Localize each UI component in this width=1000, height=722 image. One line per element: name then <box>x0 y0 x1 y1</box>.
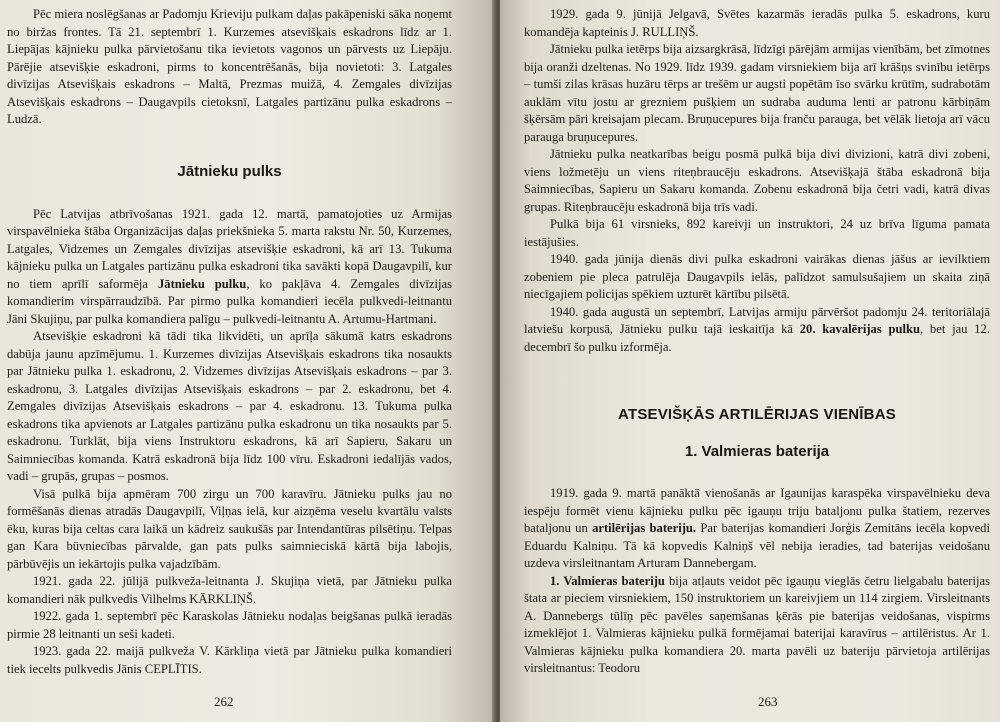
section-heading-valmieras-baterija: 1. Valmieras baterija <box>684 443 830 460</box>
intro-paragraph: Pēc miera noslēgšanas ar Padomju Krieviju pulkam daļas pakāpeniski sāka noņemt no biržas frontes. Tā 21. septembrī 1. Kurzemes atsevišķais eskadrons līdz ar 1. Liepājas kājnieku pulka pārvietošanu tika ievietots vagonos un pārvests uz Liepāju. Pārējie atsevišķie eskadroni, pirms to koncentrēšanās, bija novietoti: 3. Latgales divīzijas Atsevišķais eskadrons – Maltā, Prezmas muižā, 4. Zemgales divīzijas Atsevišķais eskadrons – Daugavpils cietoksnī, Latgales partizānu pulka eskadrons – Ludzā. <box>7 7 452 126</box>
paragraph: 1923. gada 22. maijā pulkveža V. Kārkliņa vietā par Jātnieku pulka komandieri tiek iecelts pulkvedis Jānis CEPLĪTIS. <box>7 644 452 676</box>
paragraph: 1940. gada augustā un septembrī, Latvijas armiju pārvēršot padomju 24. teritoriālajā latviešu korpusā, Jātnieku pulku tajā ieskaitīja kā 20. kavalērijas pulku, bet jau 12. decembrī šo pulku izformēja. <box>524 304 990 354</box>
paragraph: Jātnieku pulka ietērps bija aizsargkrāsā, līdzīgi pārējām armijas vienībām, bet zīmotnes bija oranži dzeltenas. No 1929. līdz 1939. gadam virsniekiem bija arī krāšņs svinību ietērps – tumši zilas krāsas huzāru tērps ar trešēm ur augsti popētām īso svārku krūtīm, sudrabotām auklām vītu jostu ar grezniem pušķiem un sudraba auduma lenti ar patronu kārbiņām šķērsām pāri kreisajam plecam. Bruņucepures bija franču parauga, bet vēlāk lietoja arī vācu parauga bruņucepures. <box>524 42 990 144</box>
paragraph: 1. Valmieras bateriju bija atļauts veidot pēc igauņu vieglās četru lielgabalu baterijas štata ar pieciem virsniekiem, 150 instruktoriem un kareivjiem un 114 zirgiem. Virsleitnants A. Dannebergs tūlīņ pēc pavēles saņemšanas ķērās pie baterijas veidošanas, vispirms izmeklējot 1. Valmieras kājnieku pulkā formējamai baterijai karavīrus – artilēristus. Ar 1. Valmieras kājnieku pulka komandiera 20. marta pavēli uz bateriju pārvietoja artilērijas virsleitnantus: Teodoru <box>524 573 990 675</box>
chapter-heading-artilerija: ATSEVIŠĶĀS ARTILĒRIJAS VIENĪBAS <box>618 406 896 423</box>
paragraph: 1922. gada 1. septembrī pēc Karaskolas Jātnieku nodaļas beigšanas pulkā ieradās pirmie 28 leitnanti un seši kadeti. <box>7 609 452 641</box>
paragraph: Pēc Latvijas atbrīvošanas 1921. gada 12. martā, pamatojoties uz Armijas virspavēlnieka štāba Organizācijas daļas priekšnieka 5. marta rakstu Nr. 50, Kurzemes, Latgales, Vidzemes un Zemgales divīzijas atsevišķie eskadroni, kā arī 13. Tukuma kājnieku pulka un Latgales partizānu pulka eskadroni tika savākti kopā Daugavpilī, kur no tiem aprīlī saformēja Jātnieku pulku, ko pakļāva 4. Zemgales divīzijas komandierim virspārraudzībā. Par pirmo pulka komandieri iecēla pulkvedi-leitnantu Jāni Skujiņu, par pulka komandiera palīgu – pulkvedi-leitnantu A. Artumu-Hartmani. <box>7 206 452 326</box>
section-heading-jatnieku-pulks: Jātnieku pulks <box>177 162 282 180</box>
right-page <box>500 0 1000 722</box>
paragraph: 1921. gada 22. jūlijā pulkveža-leitnanta J. Skujiņa vietā, par Jātnieku pulka komandieri nāk pulkvedis Vilhelms KĀRKLIŅŠ. <box>7 574 452 606</box>
paragraph: 1919. gada 9. martā panāktā vienošanās ar Igaunijas karaspēka virspavēlnieku deva iespēju formēt vienu kājnieku pulku pēc igauņu triju bataljonu pulka štatiem, rezerves bataljonu un artilērijas bateriju. Par baterijas komandieri Jorģis Zemitāns iecēla kopvedi Eduardu Kalniņu. Tā kā kopvedis Kalniņš vēl nebija ieradies, tad baterijas veidošanu uzdeva virsleitnantam Arturam Dannebergam. <box>524 486 990 570</box>
page-number: 262 <box>214 694 234 709</box>
paragraph: Visā pulkā bija apmēram 700 zirgu un 700 karavīru. Jātnieku pulks jau no formēšanās dienas atradās Daugavpilī, Viļņas ielā, kur aizņēma veselu kvartālu valsts ēku, kuras bija celtas cara laikā un kādreiz saukušās par Intendantūras pilsētiņu. Telpas gan Kara būvniecības pārvalde, gan pats pulks saimnieciskā kārtā bija labojis, pārbūvējis un iekārtojis pulka vajadzībām. <box>7 486 452 571</box>
page-number: 263 <box>758 694 778 709</box>
paragraph: Pulkā bija 61 virsnieks, 892 kareivji un instruktori, 24 uz brīva līguma pamata iestājušies. <box>524 217 990 249</box>
paragraph: Jātnieku pulka neatkarības beigu posmā pulkā bija divi divizioni, katrā divi zobeni, viens ložmetēju un viens riteņbraucēju eskadrons. Atsevišķajā štāba eskadronā bija Saimniecības, Sapieru un Sakaru komanda. Zobenu eskadronā bija četri vadi, katrā divas grupas. Riteņbraucēju eskadronā bija trīs vadi. <box>524 147 990 214</box>
left-page <box>0 0 496 722</box>
paragraph: 1940. gada jūnija dienās divi pulka eskadroni vairākas dienas jāšus ar ievilktiem zobeniem pie pleca patrulēja Daugavpils ielās, palīdzot samulsušajiem un skaita ziņā niecīgajiem policijas spēkiem uzturēt kārtību pilsētā. <box>524 252 990 301</box>
paragraph: 1929. gada 9. jūnijā Jelgavā, Svētes kazarmās ieradās pulka 5. eskadrons, kuru komandēja kapteinis J. RULLIŅŠ. <box>524 7 990 39</box>
paragraph: Atsevišķie eskadroni kā tādi tika likvidēti, un aprīļa sākumā katrs eskadrons dabūja jaunu apzīmējumu. 1. Kurzemes divīzijas Atsevišķais eskadrons tika nosaukts par Jātnieku pulka 1. eskadronu, 2. Vidzemes divīzijas Atsevišķais eskadrons – par 3. eskadronu, 3. Latgales divīzijas Atsevišķais eskadrons – par 2. eskadronu, bet 4. Zemgales divīzijas Atsevišķais eskadrons – par 4. eskadronu. 13. Tukuma pulka eskadrons tika apvienots ar Latgales partizānu pulka eskadronu un tika nosaukts par 5. eskadronu. Turklāt, bija viens Instruktoru eskadrons, kā arī Sapieru, Sakaru un Saimniecības komanda. Katrā eskadronā bija līdz 100 vīru. Eskadroni iedalījās vados, vadi – grupās, grupas – posmos. <box>7 329 452 483</box>
